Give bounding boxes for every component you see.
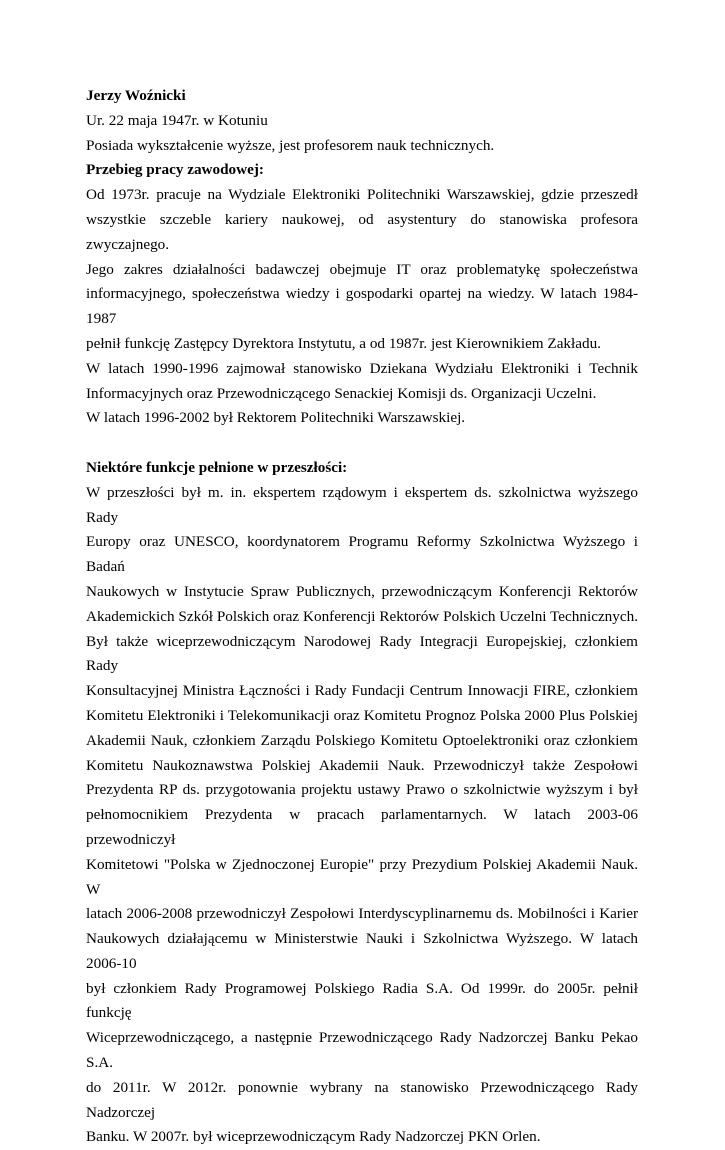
career-line: Od 1973r. pracuje na Wydziale Elektroniki Politechniki Warszawskiej, gdzie przeszedł [86, 186, 638, 204]
functions-line: W przeszłości był m. in. ekspertem rządowym i ekspertem ds. szkolnictwa wyższego Rady [86, 483, 638, 526]
career-line: informacyjnego, społeczeństwa wiedzy i gospodarki opartej na wiedzy. W latach 1984-1987 [86, 285, 638, 328]
functions-line: Akademii Nauk, członkiem Zarządu Polskiego Komitetu Optoelektroniki oraz członkiem [86, 731, 638, 749]
functions-paragraph [86, 481, 638, 1150]
career-heading: Przebieg pracy zawodowej: [86, 161, 264, 179]
career-line: wszystkie szczeble kariery naukowej, od asystentury do stanowiska profesora zwyczajnego. [86, 210, 638, 253]
functions-line: Naukowych w Instytucie Spraw Publicznych, przewodniczącym Konferencji Rektorów [86, 582, 638, 600]
functions-line: Konsultacyjnej Ministra Łączności i Rady Fundacji Centrum Innowacji FIRE, członkiem [86, 682, 638, 700]
career-line: Jego zakres działalności badawczej obejmuje IT oraz problematykę społeczeństwa [86, 260, 638, 278]
functions-heading: Niektóre funkcje pełnione w przeszłości: [86, 458, 348, 476]
paragraph-spacer [86, 431, 638, 456]
functions-line: Naukowych działającemu w Ministerstwie Nauki i Szkolnictwa Wyższego. W latach 2006-10 [86, 930, 638, 972]
career-line: pełnił funkcję Zastępcy Dyrektora Instytutu, a od 1987r. jest Kierownikiem Zakładu. [86, 334, 601, 352]
career-paragraph [86, 183, 638, 357]
person-name: Jerzy Woźnicki [86, 87, 186, 104]
functions-line: Akademickich Szkół Polskich oraz Konferencji Rektorów Polskich Uczelni Technicznych. [86, 607, 638, 625]
functions-line: Prezydenta RP ds. przygotowania projektu ustawy Prawo o szkolnictwie wyższym i był [86, 781, 638, 799]
document-body [86, 84, 638, 1150]
functions-line: pełnomocnikiem Prezydenta w pracach parlamentarnych. W latach 2003-06 przewodniczył [86, 806, 638, 848]
functions-line: Wiceprzewodniczącego, a następnie Przewodniczącego Rady Nadzorczej Banku Pekao S.A. [86, 1029, 638, 1072]
rector-info: W latach 1996-2002 był Rektorem Politechniki Warszawskiej. [86, 409, 466, 427]
functions-line: Komitetu Naukoznawstwa Polskiej Akademii Nauk. Przewodniczył także Zespołowi [86, 756, 638, 774]
dean-line: Informacyjnych oraz Przewodniczącego Senackiej Komisji ds. Organizacji Uczelni. [86, 384, 597, 402]
functions-line: był członkiem Rady Programowej Polskiego Radia S.A. Od 1999r. do 2005r. pełnił funkcję [86, 979, 638, 1022]
functions-line: Europy oraz UNESCO, koordynatorem Programu Reformy Szkolnictwa Wyższego i Badań [86, 533, 638, 576]
education-info: Posiada wykształcenie wyższe, jest profesorem nauk technicznych. [86, 136, 495, 154]
functions-line: Komitetu Elektroniki i Telekomunikacji oraz Komitetu Prognoz Polska 2000 Plus Polskiej [86, 706, 638, 724]
functions-line: do 2011r. W 2012r. ponownie wybrany na stanowisko Przewodniczącego Rady Nadzorczej [86, 1078, 638, 1121]
functions-line: Był także wiceprzewodniczącym Narodowej Rady Integracji Europejskiej, członkiem Rady [86, 632, 638, 675]
birth-info: Ur. 22 maja 1947r. w Kotuniu [86, 111, 268, 129]
functions-line: Komitetowi "Polska w Zjednoczonej Europie" przy Prezydium Polskiej Akademii Nauk. W [86, 855, 638, 898]
functions-line: Banku. W 2007r. był wiceprzewodniczącym Rady Nadzorczej PKN Orlen. [86, 1128, 541, 1146]
dean-line: W latach 1990-1996 zajmował stanowisko Dziekana Wydziału Elektroniki i Technik [86, 359, 638, 377]
functions-line: latach 2006-2008 przewodniczył Zespołowi Interdyscyplinarnemu ds. Mobilności i Karier [86, 905, 638, 923]
dean-paragraph [86, 357, 638, 407]
